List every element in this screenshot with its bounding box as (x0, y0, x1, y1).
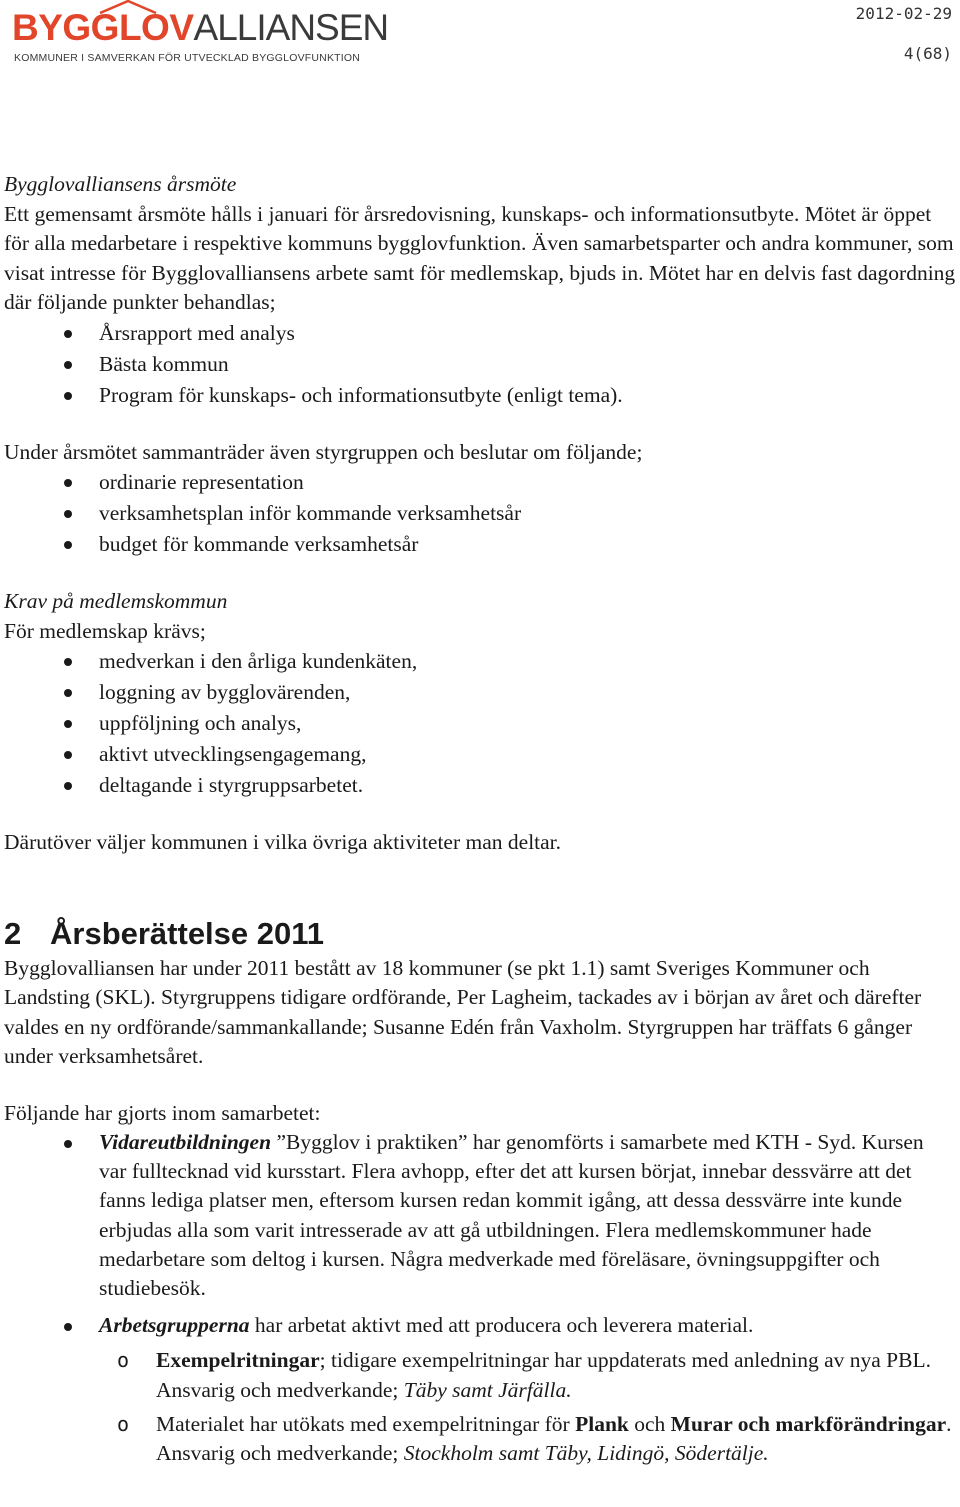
agenda-list (4, 318, 956, 411)
logo-wordmark (12, 8, 388, 48)
section-title: Årsberättelse 2011 (50, 915, 325, 951)
item-text: ”Bygglov i praktiken” har genomförts i samarbete med KTH - Syd. Kursen var fulltecknad vid kursstart. Flera avhopp, efter det att kursen börjat, innebar dessvärre att det fanns lediga platser men, eftersom kursen redan kommit igång, att dessa dessvärre inte kunde erbjudas alla som varit intresserade av att gå utbildningen. Flera medlemskommuner hade medarbetare som deltog i kursen. Några medverkade med föreläsare, övningsuppgifter och studiebesök. (99, 1130, 924, 1301)
sublist-item (99, 1346, 956, 1404)
list-item (4, 1128, 956, 1303)
section-heading-krav: Krav på medlemskommun (4, 589, 228, 613)
samarbete-intro: Följande har gjorts inom samarbetet: (4, 1100, 321, 1125)
section-number: 2 (4, 915, 22, 951)
list-item: Årsrapport med analys (4, 318, 956, 349)
decision-list (4, 467, 956, 560)
list-item: loggning av bygglovärenden, (4, 677, 956, 708)
list-item: verksamhetsplan inför kommande verksamhetsår (4, 498, 956, 529)
page-number: 4(68) (903, 44, 952, 63)
sub-text: . Ansvarig och medverkande; (156, 1411, 952, 1466)
arsberattelse-paragraph: Bygglovalliansen har under 2011 bestått av 18 kommuner (se pkt 1.1) samt Sveriges Kommuner och Landsting (SKL). Styrgruppens tidigare ordförande, Per Lagheim, tackades av i början av året och därefter valdes en ny ordförande/sammankallande; Susanne Edén från Vaxholm. Styrgruppen har träffats 6 gånger under verksamhetsåret. (4, 955, 922, 1068)
list-item: budget för kommande verksamhetsår (4, 529, 956, 560)
item-text: har arbetat aktivt med att producera och leverera material. (249, 1313, 754, 1338)
list-item: aktivt utvecklingsengagemang, (4, 739, 956, 770)
section-heading-arsmote: Bygglovalliansens årsmöte (4, 172, 237, 196)
arsmote-paragraph: Ett gemensamt årsmöte hålls i januari för årsredovisning, kunskaps- och informationsutbyte. Mötet är öppet för alla medarbetare i respektive kommuns bygglovfunktion. Även samarbetsparter och andra kommuner, som visat intresse för Bygglovalliansens arbete samt för medlemskap, bjuds in. Mötet har en delvis fast dagordning där följande punkter behandlas; (4, 201, 956, 314)
list-item: deltagande i styrgruppsarbetet. (4, 770, 956, 801)
sub-bold: Plank (575, 1411, 629, 1436)
sub-text: ; tidigare exempelritningar har uppdaterats med anledning av nya PBL. Ansvarig och medverkande; (156, 1348, 931, 1402)
sub-bold: Murar och markförändringar (670, 1411, 947, 1436)
logo-part-bygglov: BYGGLOV (12, 7, 194, 48)
requirements-list (4, 646, 956, 801)
list-item (4, 1311, 956, 1468)
logo-tagline: KOMMUNER I SAMVERKAN FÖR UTVECKLAD BYGGLOVFUNKTION (14, 52, 361, 64)
styrgrupp-paragraph: Under årsmötet sammanträder även styrgruppen och beslutar om följande; (4, 439, 643, 464)
sub-text: Materialet har utökats med exempelritningar för (156, 1411, 576, 1436)
page-header (0, 0, 960, 80)
bygglovalliansen-logo (12, 2, 402, 68)
item-lead: Arbetsgrupperna (99, 1313, 250, 1338)
activities-list (4, 1128, 956, 1468)
list-item: medverkan i den årliga kundenkäten, (4, 646, 956, 677)
list-item: ordinarie representation (4, 467, 956, 498)
krav-closing: Därutöver väljer kommunen i vilka övriga aktiviteter man deltar. (4, 830, 562, 854)
sublist-item (99, 1410, 956, 1468)
sub-text: och (628, 1411, 671, 1436)
sub-responsible: Stockholm samt Täby, Lidingö, Södertälje. (403, 1441, 769, 1466)
sub-lead: Exempelritningar (156, 1348, 320, 1373)
list-item: uppföljning och analys, (4, 708, 956, 739)
document-date: 2012-02-29 (855, 4, 952, 23)
krav-intro: För medlemskap krävs; (4, 618, 206, 643)
section-title-arsberattelse (4, 914, 956, 954)
logo-part-alliansen: ALLIANSEN (193, 7, 389, 48)
sub-responsible: Täby samt Järfälla. (403, 1377, 572, 1402)
list-item: Program för kunskaps- och informationsutbyte (enligt tema). (4, 380, 956, 411)
list-item: Bästa kommun (4, 349, 956, 380)
item-lead: Vidareutbildningen (99, 1130, 272, 1154)
sublist (99, 1346, 956, 1468)
document-body (4, 170, 956, 1468)
